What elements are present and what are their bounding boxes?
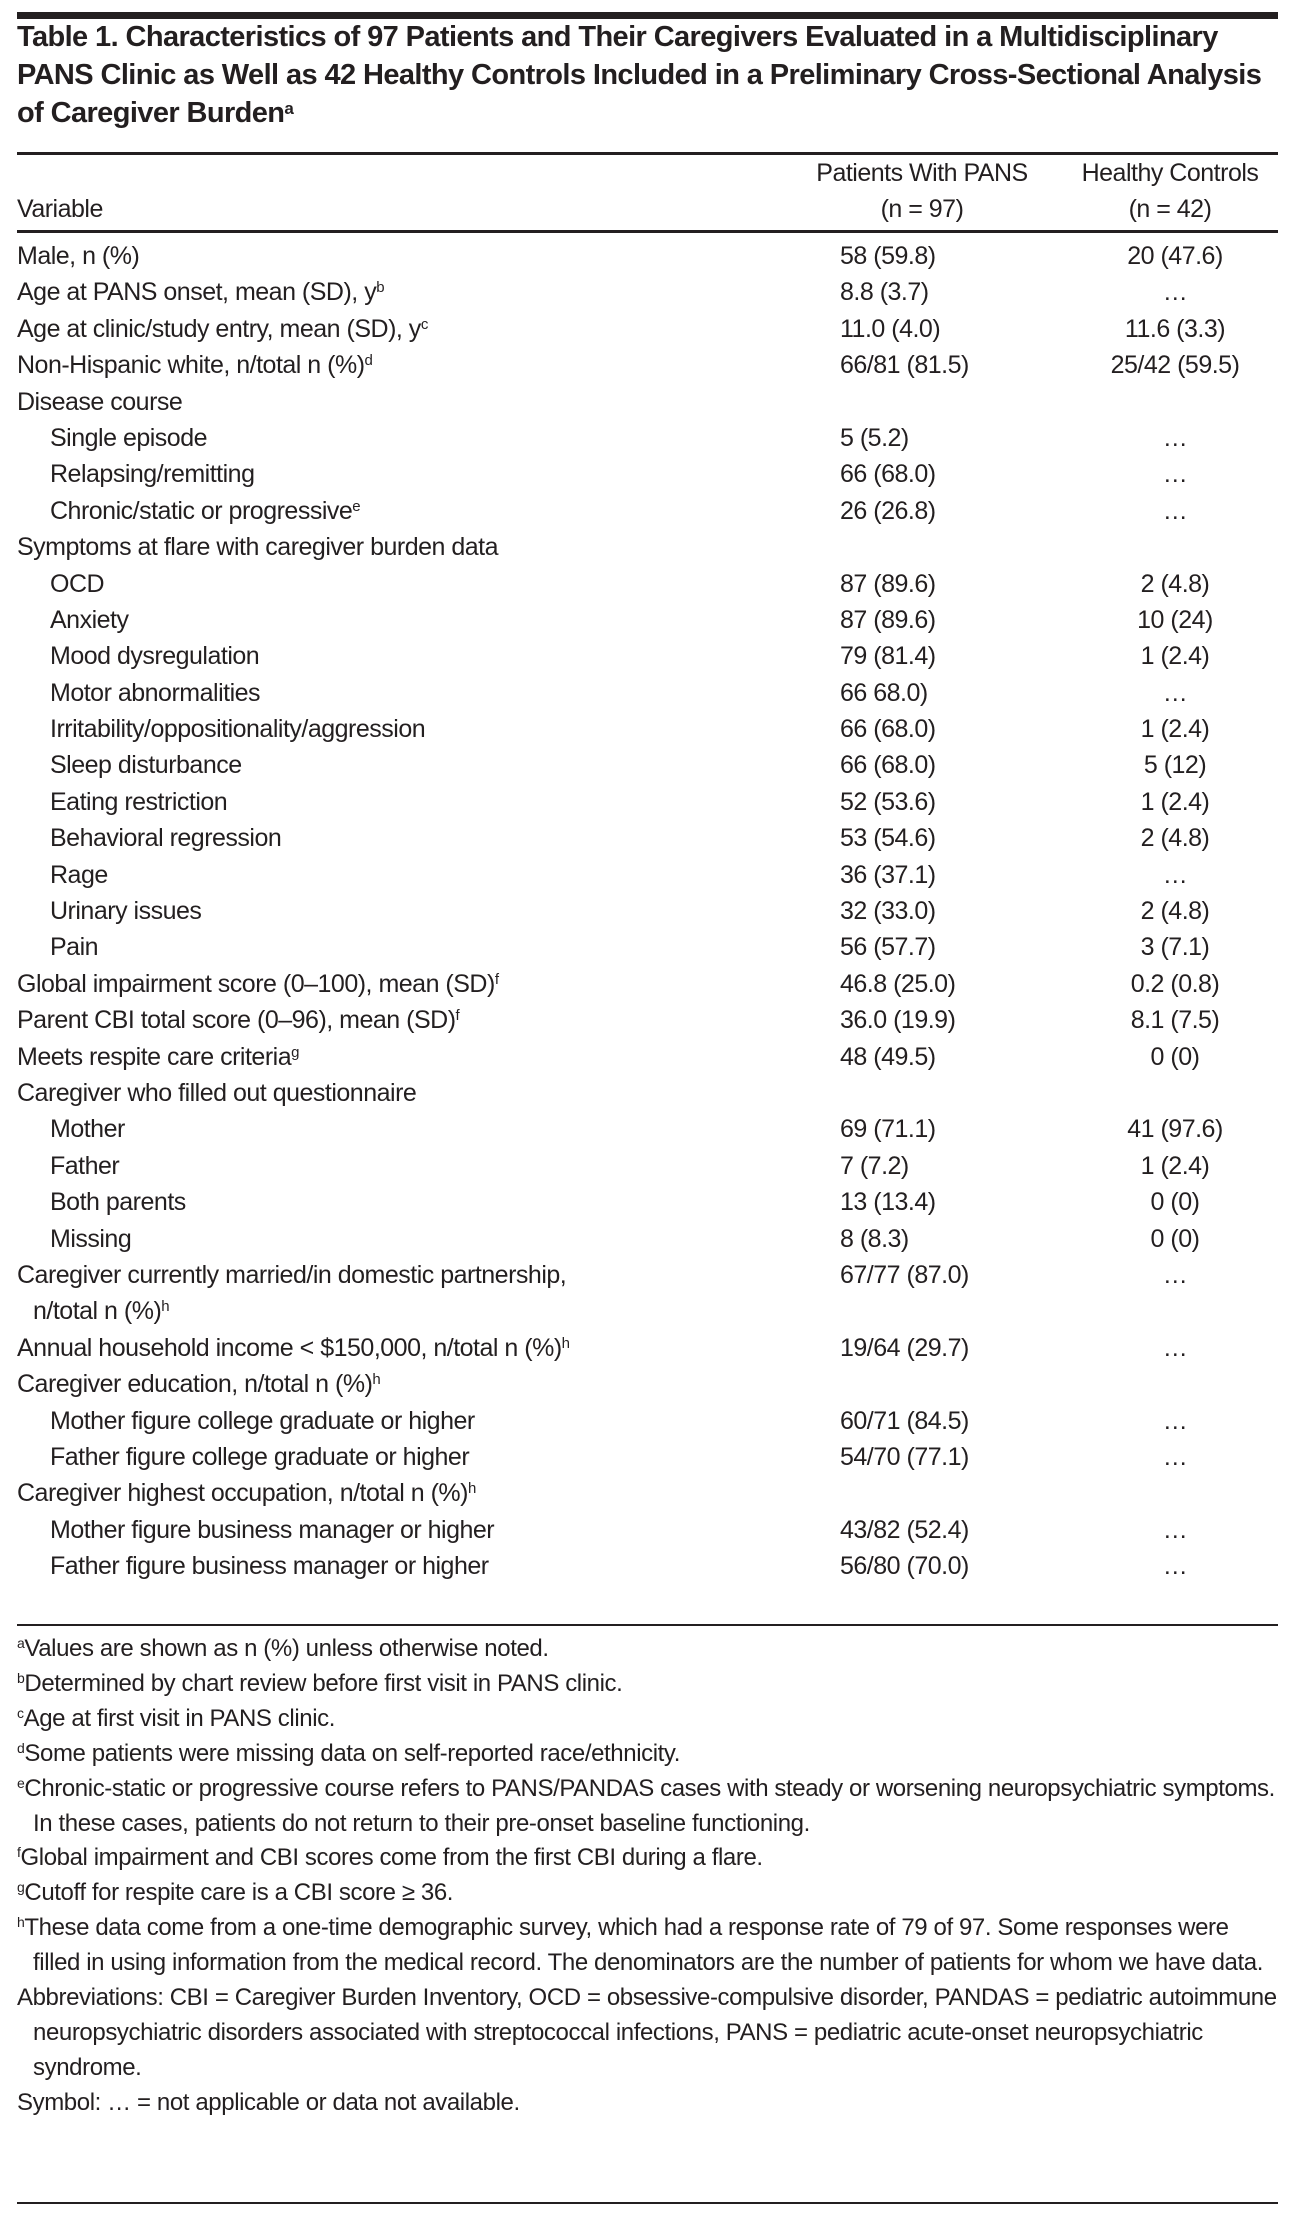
footnote-mark: h (161, 1298, 170, 1316)
footnote-mark: g (17, 1879, 25, 1896)
footnote (17, 1667, 1278, 1702)
pans-value: 11.0 (4.0) (840, 314, 941, 343)
pans-value: 56 (57.7) (840, 933, 936, 962)
table-row (17, 1257, 1278, 1330)
pans-value: 5 (5.2) (840, 423, 909, 452)
footnote (17, 1981, 1278, 2086)
row-label (17, 384, 182, 420)
footnote-text: Age at first visit in PANS clinic. (23, 1704, 335, 1732)
row-label-text: Caregiver highest occupation, n/total n (%) (17, 1479, 468, 1508)
row-label (50, 711, 425, 747)
row-label-text: Pain (50, 933, 99, 962)
row-label-text: Caregiver currently married/in domestic partnership, (17, 1260, 567, 1289)
table-row (17, 602, 1278, 638)
row-label (50, 638, 259, 674)
row-label (50, 1548, 489, 1584)
controls-value: 41 (97.6) (1127, 1115, 1223, 1144)
pans-value: 66/81 (81.5) (840, 351, 969, 380)
controls-value: 3 (7.1) (1140, 933, 1210, 962)
pans-value: 87 (89.6) (840, 605, 936, 634)
controls-value: 20 (47.6) (1127, 242, 1223, 270)
row-label-text: Rage (50, 860, 108, 889)
footnote-mark: c (420, 315, 428, 333)
table-row (17, 238, 1278, 274)
pans-value: 67/77 (87.0) (840, 1260, 969, 1289)
row-label (50, 566, 104, 602)
table-row (17, 1075, 1278, 1111)
controls-value: 0 (0) (1150, 1188, 1200, 1217)
pans-value: 43/82 (52.4) (840, 1515, 969, 1544)
pans-value: 7 (7.2) (840, 1151, 909, 1180)
controls-value: … (1162, 1515, 1188, 1544)
row-label-text: Symptoms at flare with caregiver burden data (17, 533, 499, 562)
row-label (50, 784, 227, 820)
row-label-text: Annual household income < $150,000, n/total n (%) (17, 1333, 562, 1362)
row-label (50, 456, 255, 492)
pans-value: 26 (26.8) (840, 496, 936, 525)
controls-value: 5 (12) (1143, 751, 1207, 780)
footnote-text: Chronic-static or progressive course refers to PANS/PANDAS cases with steady or worsening neuropsychiatric symptoms. In these cases, patients do not return to their pre-onset baseline functioning. (24, 1774, 1275, 1837)
table-row (17, 857, 1278, 893)
table-row (17, 1221, 1278, 1257)
row-label-text: Father figure college graduate or higher (50, 1442, 470, 1471)
footnote-text: Some patients were missing data on self-reported race/ethnicity. (24, 1739, 681, 1767)
table-row (17, 711, 1278, 747)
pans-value: 46.8 (25.0) (840, 969, 956, 998)
controls-value: 1 (2.4) (1140, 1151, 1210, 1180)
footnote-text: Values are shown as n (%) unless otherwise noted. (24, 1635, 549, 1662)
row-label-text: Motor abnormalities (50, 678, 261, 707)
row-label (17, 1475, 476, 1511)
row-label (17, 1366, 380, 1402)
pans-value: 66 (68.0) (840, 715, 936, 744)
row-label-text: Caregiver who filled out questionnaire (17, 1078, 417, 1107)
pans-value: 53 (54.6) (840, 824, 936, 853)
controls-value: 2 (4.8) (1140, 824, 1210, 853)
row-label (50, 1148, 119, 1184)
row-label (50, 675, 260, 711)
pans-value: 13 (13.4) (840, 1188, 936, 1217)
footnote-text: Symbol: … = not applicable or data not available. (17, 2088, 520, 2116)
row-label (17, 1075, 416, 1111)
row-label (17, 1257, 566, 1330)
pans-value: 48 (49.5) (840, 1042, 936, 1071)
row-label-text: Age at PANS onset, mean (SD), y (17, 278, 377, 307)
row-label-text: Caregiver education, n/total n (%) (17, 1370, 373, 1399)
pans-value: 69 (71.1) (840, 1115, 936, 1144)
controls-value: … (1162, 1442, 1188, 1471)
row-label (17, 1330, 569, 1366)
row-label-text: Male, n (%) (17, 242, 140, 270)
row-label (50, 893, 201, 929)
footnote-mark: f (17, 1844, 21, 1861)
footnote-mark: f (455, 1007, 460, 1025)
footnote-mark: h (467, 1480, 476, 1498)
table-row (17, 675, 1278, 711)
row-label (50, 1439, 469, 1475)
row-label (17, 311, 428, 347)
row-label (17, 529, 498, 565)
header-top-rule (17, 152, 1278, 155)
table-row (17, 747, 1278, 783)
table-row (17, 420, 1278, 456)
controls-value: 25/42 (59.5) (1110, 351, 1240, 380)
row-label-text: Urinary issues (50, 897, 202, 926)
footnote (17, 1876, 1278, 1911)
row-label (50, 1184, 186, 1220)
table-row (17, 529, 1278, 565)
header-pans-n: (n = 97) (880, 195, 964, 223)
row-label-text: Relapsing/remitting (50, 460, 255, 489)
footnote-text: Global impairment and CBI scores come from the first CBI during a flare. (20, 1844, 763, 1872)
controls-value: 1 (2.4) (1140, 787, 1210, 816)
row-label (17, 966, 498, 1002)
row-label (50, 420, 207, 456)
row-label (17, 238, 139, 274)
footnote-mark: g (291, 1043, 299, 1061)
table-row (17, 1475, 1278, 1511)
footnote-mark: h (372, 1371, 381, 1389)
table-row (17, 784, 1278, 820)
row-label (50, 1221, 131, 1257)
pans-value: 8.8 (3.7) (840, 278, 929, 307)
footnote-mark: e (352, 497, 361, 515)
row-label (50, 820, 281, 856)
pans-value: 66 (68.0) (840, 751, 936, 780)
pans-value: 36.0 (19.9) (840, 1006, 956, 1035)
table-body (17, 238, 1278, 1584)
footnote-mark: h (561, 1334, 570, 1352)
table-row (17, 1002, 1278, 1038)
table-title (17, 18, 1278, 132)
row-label-text: Mother figure college graduate or higher (50, 1406, 475, 1435)
row-label-text: Parent CBI total score (0–96), mean (SD) (17, 1006, 456, 1035)
row-label-text: Mother figure business manager or higher (50, 1515, 495, 1544)
controls-value: … (1162, 423, 1188, 452)
row-label-text: Chronic/static or progressive (50, 496, 353, 525)
footnote-text: Cutoff for respite care is a CBI score ≥ 36. (24, 1879, 454, 1907)
row-label (50, 1111, 125, 1147)
row-label (17, 274, 384, 310)
footnote-mark: h (17, 1914, 25, 1931)
row-label-continued (17, 1293, 566, 1329)
pans-value: 87 (89.6) (840, 569, 936, 598)
table-row (17, 966, 1278, 1002)
row-label-text: Non-Hispanic white, n/total n (%) (17, 351, 365, 380)
footnote-mark: a (17, 1635, 25, 1651)
row-label (17, 1002, 459, 1038)
header-controls-n: (n = 42) (1128, 195, 1212, 223)
table-row (17, 274, 1278, 310)
row-label-text: Mother (50, 1115, 125, 1144)
table-row (17, 638, 1278, 674)
table-row (17, 1111, 1278, 1147)
controls-value: … (1162, 1333, 1188, 1362)
pans-value: 60/71 (84.5) (840, 1406, 969, 1435)
controls-value: 2 (4.8) (1140, 569, 1210, 598)
pans-value: 79 (81.4) (840, 642, 936, 671)
row-label-continued-text: n/total n (%) (33, 1297, 162, 1326)
controls-value: … (1162, 278, 1188, 307)
row-label (50, 493, 360, 529)
table-row (17, 1039, 1278, 1075)
footnote (17, 2086, 1278, 2121)
footnote (17, 1702, 1278, 1737)
table-row (17, 929, 1278, 965)
pans-value: 54/70 (77.1) (840, 1442, 969, 1471)
controls-value: 8.1 (7.5) (1130, 1006, 1220, 1035)
footnote (17, 1632, 1278, 1667)
footer-rule (17, 2202, 1278, 2204)
controls-value: … (1162, 1552, 1188, 1581)
pans-value: 8 (8.3) (840, 1224, 909, 1253)
row-label-text: Irritability/oppositionality/aggression (50, 715, 426, 744)
pans-value: 58 (59.8) (840, 242, 936, 270)
row-label-text: Eating restriction (50, 787, 228, 816)
row-label (50, 747, 242, 783)
pans-value: 66 68.0) (840, 678, 928, 707)
pans-value: 56/80 (70.0) (840, 1552, 969, 1581)
table-row (17, 456, 1278, 492)
row-label-text: Single episode (50, 423, 208, 452)
table-row (17, 493, 1278, 529)
controls-value: 0 (0) (1150, 1042, 1200, 1071)
row-label-text: Anxiety (50, 605, 129, 634)
controls-value: … (1162, 1406, 1188, 1435)
table-row (17, 1439, 1278, 1475)
controls-value: 1 (2.4) (1140, 715, 1210, 744)
footnotes (17, 1632, 1278, 2121)
table-row (17, 820, 1278, 856)
row-label (17, 1039, 299, 1075)
row-label-text: Behavioral regression (50, 824, 282, 853)
footnote (17, 1772, 1278, 1842)
footnote (17, 1841, 1278, 1876)
row-label-text: Global impairment score (0–100), mean (SD) (17, 969, 495, 998)
title-text: Table 1. Characteristics of 97 Patients and Their Caregivers Evaluated in a Multidisciplinary PANS Clinic as Well as 42 Healthy Controls Included in a Preliminary Cross-Sectional Analysis of Caregiver Burden (17, 21, 1262, 129)
controls-value: 11.6 (3.3) (1124, 314, 1226, 343)
pans-value: 52 (53.6) (840, 787, 936, 816)
header-bottom-rule (17, 230, 1278, 233)
pans-value: 36 (37.1) (840, 860, 936, 889)
footnote-mark: b (17, 1669, 25, 1686)
row-label-text: Disease course (17, 387, 183, 416)
controls-value: … (1162, 496, 1188, 525)
controls-value: … (1162, 678, 1188, 707)
table-row (17, 1148, 1278, 1184)
footnote (17, 1911, 1278, 1981)
row-label-text: Missing (50, 1224, 132, 1253)
row-label-text: Sleep disturbance (50, 751, 242, 780)
row-label (50, 929, 98, 965)
row-label (50, 857, 108, 893)
controls-value: … (1162, 460, 1188, 489)
controls-value: 10 (24) (1137, 605, 1213, 634)
controls-value: 1 (2.4) (1140, 642, 1210, 671)
table-row (17, 893, 1278, 929)
title-footnote-mark: a (284, 99, 294, 118)
controls-value: 0 (0) (1150, 1224, 1200, 1253)
row-label-text: OCD (50, 569, 105, 598)
header-variable: Variable (17, 195, 103, 223)
table-row (17, 347, 1278, 383)
row-label (50, 602, 128, 638)
footnote-text: These data come from a one-time demographic survey, which had a response rate of 79 of 97. Some responses were filled in using information from the medical record. The denominators are the number of patients for whom we have data. (24, 1914, 1263, 1977)
table-row (17, 566, 1278, 602)
pans-value: 66 (68.0) (840, 460, 936, 489)
table-row (17, 384, 1278, 420)
row-label-text: Mood dysregulation (50, 642, 260, 671)
footnote-mark: d (17, 1739, 25, 1756)
table-row (17, 1366, 1278, 1402)
table-row (17, 1403, 1278, 1439)
footnote-mark: b (376, 279, 385, 297)
table-row (17, 1330, 1278, 1366)
controls-value: 0.2 (0.8) (1130, 969, 1220, 998)
row-label-text: Father figure business manager or higher (50, 1552, 489, 1581)
row-label (17, 347, 372, 383)
header-controls: Healthy Controls (1081, 159, 1259, 187)
table-row (17, 1512, 1278, 1548)
footnote-mark: e (17, 1774, 25, 1791)
table-bottom-rule (17, 1624, 1278, 1626)
table-row (17, 311, 1278, 347)
table-row (17, 1548, 1278, 1584)
row-label (50, 1512, 494, 1548)
row-label-text: Both parents (50, 1188, 186, 1217)
footnote (17, 1737, 1278, 1772)
controls-value: … (1162, 1260, 1188, 1289)
table-row (17, 1184, 1278, 1220)
header-pans: Patients With PANS (816, 159, 1028, 187)
controls-value: 2 (4.8) (1140, 897, 1210, 926)
footnote-text: Determined by chart review before first visit in PANS clinic. (24, 1669, 623, 1697)
row-label-text: Meets respite care criteria (17, 1042, 292, 1071)
footnote-mark: f (494, 970, 499, 988)
pans-value: 19/64 (29.7) (840, 1333, 969, 1362)
footnote-mark: c (17, 1704, 24, 1721)
row-label-text: Father (50, 1151, 120, 1180)
pans-value: 32 (33.0) (840, 897, 936, 926)
row-label (50, 1403, 475, 1439)
footnote-text: Abbreviations: CBI = Caregiver Burden Inventory, OCD = obsessive-compulsive disorder, PANDAS = pediatric autoimmune neuropsychiatric disorders associated with streptococcal infections, PANS = pediatric acute-onset neuropsychiatric syndrome. (17, 1984, 1277, 2081)
footnote-mark: d (364, 352, 373, 370)
row-label-text: Age at clinic/study entry, mean (SD), y (17, 314, 421, 343)
controls-value: … (1162, 860, 1188, 889)
